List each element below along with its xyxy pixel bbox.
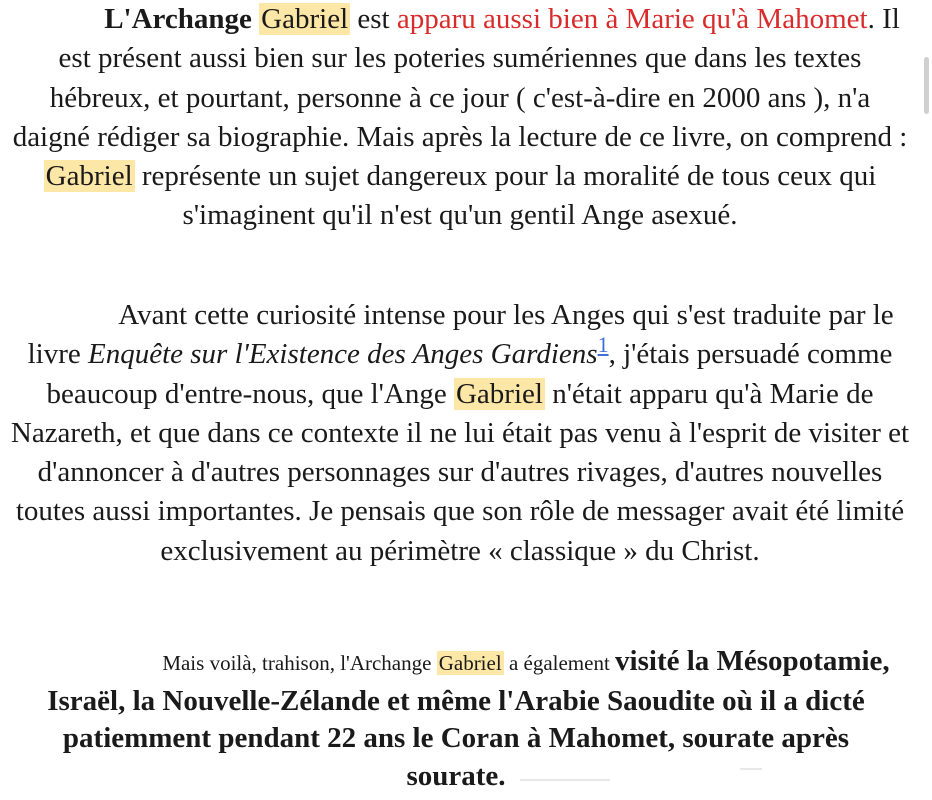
lead-word: L'Archange <box>104 3 252 35</box>
bold-text: visité la Mésopotamie, Israël, la Nouvelle-Zélande et même l'Arabie Saoudite où il a dicté patiemment pendant 22 ans le Coran à Mahomet, sourate après sourate. <box>47 645 890 792</box>
footnote-link[interactable]: 1 <box>597 332 609 358</box>
highlight-gabriel: Gabriel <box>45 160 133 193</box>
text-fragment: n'était apparu qu'à Marie de Nazareth, et que dans ce contexte il ne lui était pas venu à l'esprit de visiter et d'annoncer à d'autres personnages sur d'autres rivages, d'autres nouvelles toutes aussi importantes. Je pensais que son rôle de messager avait été limité exclusivement au périmètre « classique » du Christ. <box>10 377 910 567</box>
faint-mark <box>740 768 762 770</box>
paragraph-curiosity <box>8 296 912 571</box>
small-text: Mais voilà, trahison, l'Archange <box>162 651 437 675</box>
small-text: a également <box>503 651 616 675</box>
highlight-gabriel: Gabriel <box>261 3 349 35</box>
highlight-gabriel: Gabriel <box>455 377 543 410</box>
text-fragment: est <box>350 3 397 35</box>
highlight-gabriel: Gabriel <box>438 651 502 675</box>
text-fragment: Avant cette curiosité intense pour les Anges qui s'est traduite par le livre <box>27 299 894 371</box>
text-fragment: représente un sujet dangereux pour la moralité de tous ceux qui s'imaginent qu'il n'est qu'un gentil Ange asexué. <box>134 160 877 232</box>
book-title: Enquête sur l'Existence des Anges Gardiens <box>87 338 598 371</box>
paragraph-intro <box>8 0 912 236</box>
scrollbar-thumb[interactable] <box>924 57 929 114</box>
paragraph-betrayal <box>14 643 898 795</box>
text-fragment: , j'étais persuadé comme beaucoup d'entre-nous, que l'Ange <box>46 338 893 410</box>
red-link-text-2[interactable]: Mahomet <box>756 3 868 35</box>
text-fragment: . Il est présent aussi bien sur les poteries sumériennes que dans les textes hébreux, et pourtant, personne à ce jour ( c'est-à-dire en 2000 ans ), n'a daigné rédiger sa biographie. Mais après la lecture de ce livre, on comprend : <box>12 3 908 153</box>
red-link-text[interactable]: apparu aussi bien à Marie qu'à <box>396 3 750 35</box>
faint-mark <box>520 779 610 781</box>
